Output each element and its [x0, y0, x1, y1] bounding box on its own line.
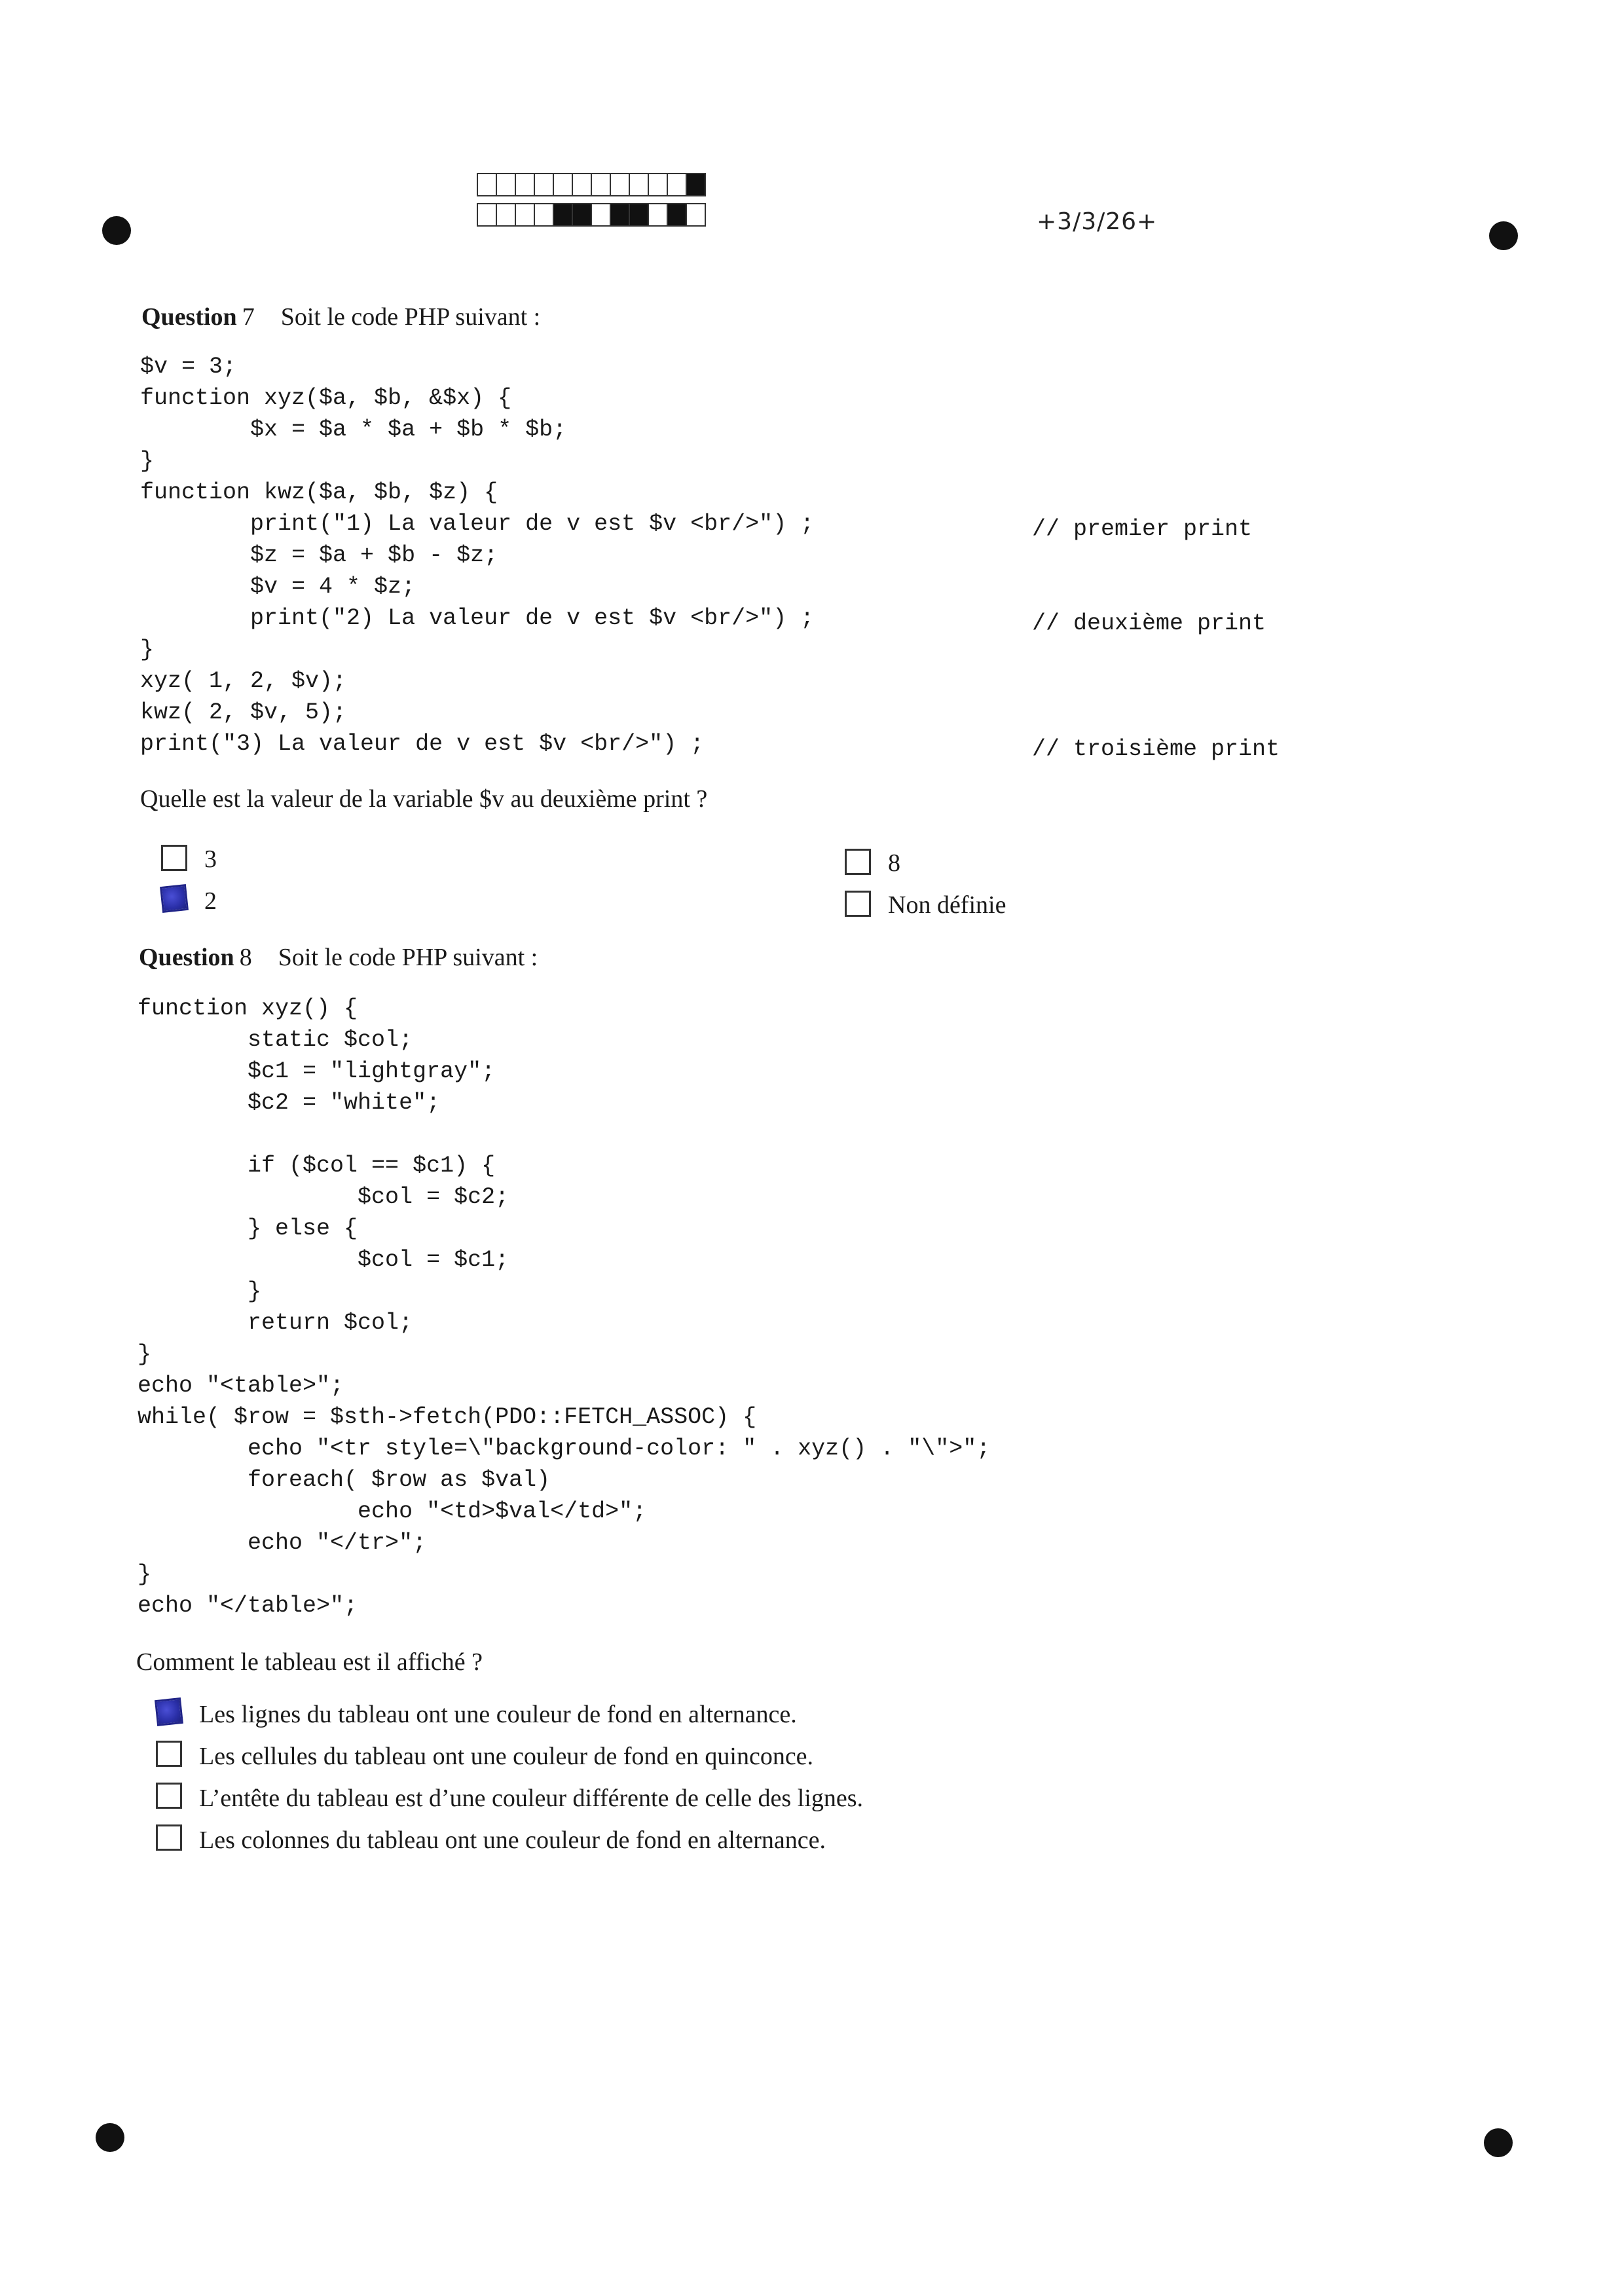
id-grid-cell — [553, 203, 573, 227]
id-grid-cell — [648, 203, 668, 227]
id-grid-cell — [667, 203, 687, 227]
registration-mark-top-right — [1489, 221, 1518, 250]
id-grid-cell — [534, 203, 554, 227]
id-grid-cell — [610, 203, 630, 227]
q7-option-2-label: 2 — [204, 887, 217, 915]
id-grid-cell — [477, 173, 497, 196]
question-7-heading — [141, 303, 540, 331]
id-grid-cell — [648, 173, 668, 196]
id-grid-cell — [572, 173, 592, 196]
q7-option-4-checkbox[interactable] — [845, 891, 871, 917]
q8-option-2-checkbox[interactable] — [156, 1741, 182, 1767]
id-grid-cell — [667, 173, 687, 196]
id-grid-cell — [591, 203, 611, 227]
question-intro: Soit le code PHP suivant : — [280, 303, 541, 331]
q7-option-3-checkbox[interactable] — [845, 849, 871, 875]
question-8-prompt: Comment le tableau est il affiché ? — [136, 1648, 483, 1676]
q7-option-2-checkbox[interactable] — [160, 884, 189, 913]
comment-troisieme-print: // troisième print — [1032, 736, 1280, 762]
q8-option-1-label: Les lignes du tableau ont une couleur de fond en alternance. — [199, 1701, 797, 1728]
id-grid-row-2 — [477, 203, 705, 227]
id-grid-cell — [591, 173, 611, 196]
q8-option-2-label: Les cellules du tableau ont une couleur de fond en quinconce. — [199, 1743, 814, 1770]
q7-option-3-label: 8 — [888, 849, 900, 877]
id-grid-cell — [515, 173, 535, 196]
comment-deuxieme-print: // deuxième print — [1032, 610, 1266, 637]
q7-option-4-label: Non définie — [888, 891, 1006, 919]
id-grid-cell — [534, 173, 554, 196]
question-number: 8 — [239, 944, 252, 971]
id-grid-cell — [610, 173, 630, 196]
q8-option-4-checkbox[interactable] — [156, 1824, 182, 1851]
q7-option-1-label: 3 — [204, 845, 217, 873]
id-grid-cell — [629, 203, 649, 227]
id-grid-cell — [515, 203, 535, 227]
q8-option-3-checkbox[interactable] — [156, 1783, 182, 1809]
question-number: 7 — [242, 303, 255, 331]
id-grid-cell — [686, 203, 706, 227]
question-8-heading — [139, 943, 538, 972]
q8-option-3-label: L’entête du tableau est d’une couleur différente de celle des lignes. — [199, 1785, 863, 1812]
question-label: Question — [141, 303, 237, 331]
id-grid-row-1 — [477, 173, 705, 196]
question-8-code: function xyz() { static $col; $c1 = "lightgray"; $c2 = "white"; if ($col == $c1) { $col = $c2; } else { $col = $c1; } return $col; } echo "<table>"; while( $row = $sth->fetch(PDO::FETCH_ASSOC) { echo "<tr style=\"background-color: " . xyz() . "\">"; foreach( $row as $val) echo "<td>$val</td>"; echo "</tr>"; } echo "</table>"; — [138, 995, 991, 1619]
id-grid-cell — [496, 173, 516, 196]
id-grid-cell — [686, 173, 706, 196]
registration-mark-bottom-left — [96, 2123, 124, 2152]
comment-premier-print: // premier print — [1032, 516, 1253, 542]
question-intro: Soit le code PHP suivant : — [278, 944, 538, 971]
question-7-code: $v = 3; function xyz($a, $b, &$x) { $x = $a * $a + $b * $b; } function kwz($a, $b, $z) { print("1) La valeur de v est $v <br/>") ; $z = $a + $b - $z; $v = 4 * $z; print("2) La valeur de v est $v <br/>") ; } xyz( 1, 2, $v); kwz( 2, $v, 5); print("3) La valeur de v est $v <br/>") ; — [140, 354, 815, 757]
id-grid-cell — [477, 203, 497, 227]
question-label: Question — [139, 944, 234, 971]
q8-option-4-label: Les colonnes du tableau ont une couleur de fond en alternance. — [199, 1826, 826, 1854]
page-code: +3/3/26+ — [1037, 208, 1158, 235]
id-grid-cell — [496, 203, 516, 227]
question-7-prompt: Quelle est la valeur de la variable $v au deuxième print ? — [140, 785, 708, 813]
id-grid-cell — [553, 173, 573, 196]
id-grid-cell — [572, 203, 592, 227]
q8-option-1-checkbox[interactable] — [155, 1697, 183, 1726]
registration-mark-bottom-right — [1484, 2128, 1513, 2157]
registration-mark-top-left — [102, 216, 131, 245]
id-grid-cell — [629, 173, 649, 196]
q7-option-1-checkbox[interactable] — [161, 845, 187, 871]
